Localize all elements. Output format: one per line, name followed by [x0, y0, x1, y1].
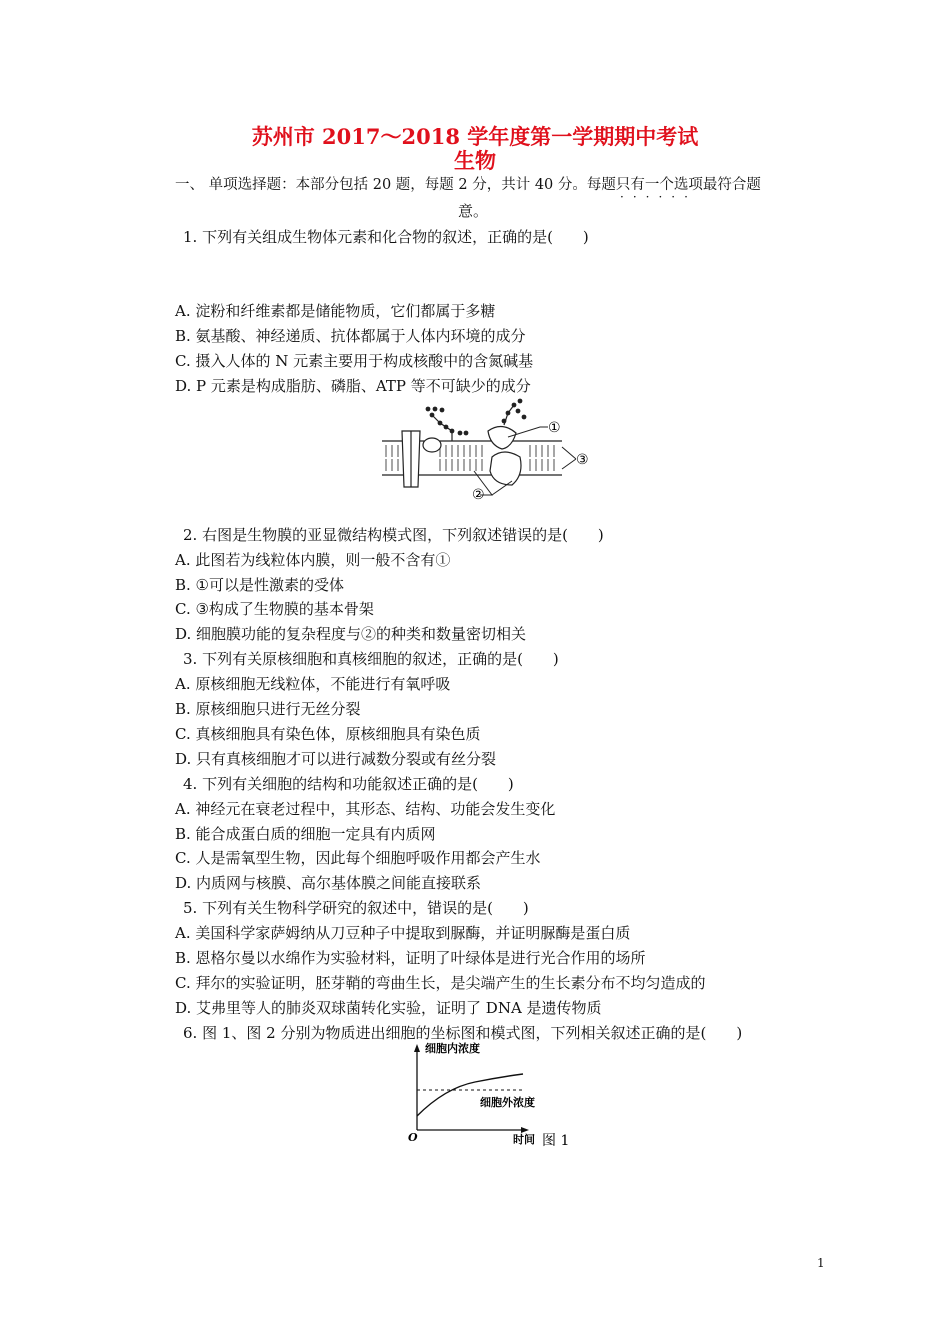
concentration-graph — [405, 1040, 605, 1155]
inside-concentration-curve — [417, 1074, 523, 1116]
question-3-stem: 3. 下列有关原核细胞和真核细胞的叙述，正确的是( ) — [183, 650, 559, 668]
question-2-option-a: A. 此图若为线粒体内膜，则一般不含有① — [175, 551, 451, 569]
section-heading: 一、 单项选择题：本部分包括 20 题，每题 2 分，共计 40 分。每题只有一个选项最符合题 — [175, 177, 761, 193]
question-3-option-a: A. 原核细胞无线粒体，不能进行有氧呼吸 — [175, 675, 451, 693]
question-1-option-c: C. 摄入人体的 N 元素主要用于构成核酸中的含氮碱基 — [175, 352, 534, 370]
question-2-option-c: C. ③构成了生物膜的基本骨架 — [175, 600, 374, 618]
membrane-diagram — [380, 395, 600, 510]
subject-title: 生物 — [454, 148, 496, 173]
question-1-option-a: A. 淀粉和纤维素都是储能物质，它们都属于多糖 — [175, 302, 496, 320]
y-axis-arrow-icon — [414, 1044, 420, 1052]
question-2-option-d: D. 细胞膜功能的复杂程度与②的种类和数量密切相关 — [175, 625, 527, 643]
dashed-line-label: 细胞外浓度 — [480, 1096, 535, 1109]
x-axis-label: 时间 — [513, 1133, 535, 1146]
question-5-stem: 5. 下列有关生物科学研究的叙述中，错误的是( ) — [183, 899, 529, 917]
figure-label-2: ② — [472, 487, 485, 503]
question-6-stem: 6. 图 1、图 2 分别为物质进出细胞的坐标图和模式图，下列相关叙述正确的是( ) — [183, 1024, 743, 1042]
question-4-option-a: A. 神经元在衰老过程中，其形态、结构、功能会发生变化 — [175, 800, 556, 818]
question-1-stem: 1. 下列有关组成生物体元素和化合物的叙述，正确的是( ) — [183, 228, 589, 246]
question-2-stem: 2. 右图是生物膜的亚显微结构模式图，下列叙述错误的是( ) — [183, 526, 604, 544]
question-4-option-c: C. 人是需氧型生物，因此每个细胞呼吸作用都会产生水 — [175, 849, 541, 867]
question-5-option-c: C. 拜尔的实验证明，胚芽鞘的弯曲生长，是尖端产生的生长素分布不均匀造成的 — [175, 974, 706, 992]
exam-title: 苏州市 2017～2018 学年度第一学期期中考试 — [251, 124, 699, 149]
emphasis-dots: ······ — [620, 190, 697, 204]
question-1-option-d: D. P 元素是构成脂肪、磷脂、ATP 等不可缺少的成分 — [175, 377, 531, 395]
question-5-option-d: D. 艾弗里等人的肺炎双球菌转化实验，证明了 DNA 是遗传物质 — [175, 999, 602, 1017]
question-4-option-b: B. 能合成蛋白质的细胞一定具有内质网 — [175, 825, 436, 843]
figure-label-3: ③ — [576, 452, 589, 468]
question-2-option-b: B. ①可以是性激素的受体 — [175, 576, 345, 594]
y-axis-label: 细胞内浓度 — [425, 1042, 480, 1055]
question-3-option-d: D. 只有真核细胞才可以进行减数分裂或有丝分裂 — [175, 750, 497, 768]
figure-label-1: ① — [548, 420, 561, 436]
question-3-option-b: B. 原核细胞只进行无丝分裂 — [175, 700, 361, 718]
question-5-option-b: B. 恩格尔曼以水绵作为实验材料，证明了叶绿体是进行光合作用的场所 — [175, 949, 646, 967]
question-5-option-a: A. 美国科学家萨姆纳从刀豆种子中提取到脲酶，并证明脲酶是蛋白质 — [175, 924, 631, 942]
question-4-stem: 4. 下列有关细胞的结构和功能叙述正确的是( ) — [183, 775, 514, 793]
figure-caption: 图 1 — [542, 1133, 570, 1149]
question-3-option-c: C. 真核细胞具有染色体，原核细胞具有染色质 — [175, 725, 481, 743]
origin-label: O — [408, 1131, 418, 1144]
question-4-option-d: D. 内质网与核膜、高尔基体膜之间能直接联系 — [175, 874, 482, 892]
section-heading-cont: 意。 — [458, 202, 489, 220]
question-1-option-b: B. 氨基酸、神经递质、抗体都属于人体内环境的成分 — [175, 327, 526, 345]
page-number: 1 — [817, 1256, 825, 1270]
